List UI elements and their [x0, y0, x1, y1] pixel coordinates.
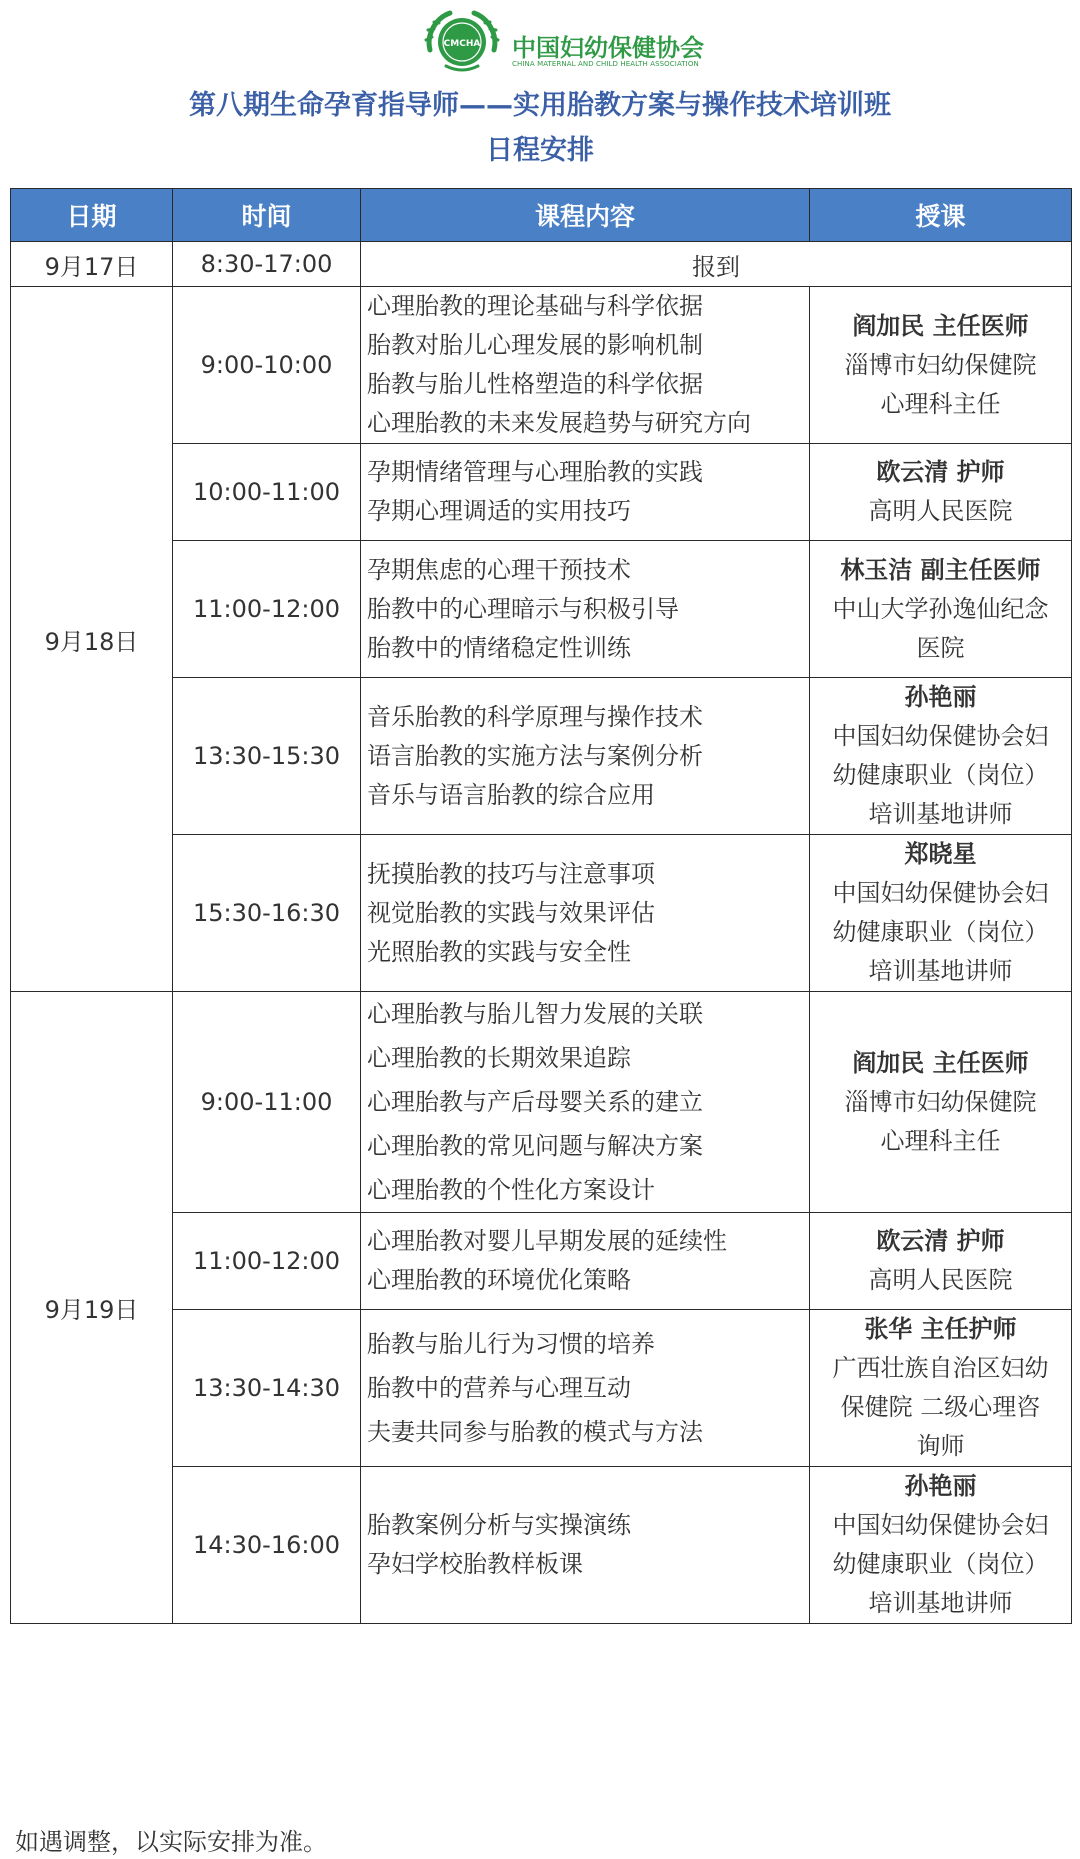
course-item: 孕期心理调适的实用技巧	[367, 497, 631, 525]
logo-english-name: CHINA MATERNAL AND CHILD HEALTH ASSOCIATION	[512, 60, 699, 68]
time-cell: 13:30-14:30	[173, 1310, 361, 1467]
course-item: 音乐与语言胎教的综合应用	[367, 780, 655, 809]
teacher-title: 保健院 二级心理咨	[840, 1393, 1041, 1421]
teacher-title: 培训基地讲师	[868, 800, 1013, 828]
course-item: 语言胎教的实施方法与案例分析	[367, 741, 703, 770]
teacher-title: 中国妇幼保健协会妇	[832, 879, 1049, 907]
teacher-name: 欧云清 护师	[876, 1227, 1005, 1255]
teacher-title: 淄博市妇幼保健院	[844, 1087, 1037, 1116]
course-item: 心理胎教与产后母婴关系的建立	[367, 1088, 703, 1116]
time-cell: 14:30-16:00	[173, 1467, 361, 1624]
content-cell	[361, 1467, 810, 1624]
registration-cell: 报到	[361, 242, 1072, 287]
teacher-cell	[810, 287, 1072, 444]
header-teacher: 授课	[810, 189, 1072, 242]
teacher-title: 幼健康职业（岗位）	[832, 918, 1049, 946]
teacher-name: 阎加民 主任医师	[852, 1048, 1029, 1077]
teacher-title: 医院	[916, 633, 965, 662]
teacher-cell	[810, 678, 1072, 835]
teacher-name: 阎加民 主任医师	[852, 311, 1029, 340]
table-row	[11, 287, 1072, 444]
teacher-cell	[810, 1310, 1072, 1467]
teacher-title: 中山大学孙逸仙纪念	[832, 594, 1049, 623]
course-item: 视觉胎教的实践与效果评估	[367, 898, 655, 927]
footer-note: 如遇调整，以实际安排为准。	[15, 1828, 327, 1856]
date-cell: 9月17日	[11, 242, 173, 287]
teacher-title: 幼健康职业（岗位）	[832, 1550, 1049, 1578]
teacher-title: 询师	[916, 1432, 965, 1460]
course-item: 胎教对胎儿心理发展的影响机制	[367, 331, 703, 359]
table-header-row	[11, 189, 1072, 242]
time-cell: 13:30-15:30	[173, 678, 361, 835]
course-item: 胎教与胎儿行为习惯的培养	[367, 1330, 655, 1358]
content-cell	[361, 541, 810, 678]
page-subtitle: 日程安排	[486, 135, 594, 166]
table-row	[11, 992, 1072, 1213]
teacher-title: 中国妇幼保健协会妇	[832, 1511, 1049, 1539]
content-cell	[361, 1213, 810, 1310]
association-emblem-icon	[420, 8, 504, 78]
time-cell: 9:00-11:00	[173, 992, 361, 1213]
course-item: 胎教中的情绪稳定性训练	[367, 633, 631, 662]
emblem-text: CMCHA	[443, 39, 481, 49]
table-row	[11, 242, 1072, 287]
teacher-title: 心理科主任	[880, 1126, 1001, 1155]
content-cell	[361, 287, 810, 444]
course-item: 胎教案例分析与实操演练	[367, 1511, 631, 1539]
teacher-cell	[810, 1467, 1072, 1624]
time-cell: 9:00-10:00	[173, 287, 361, 444]
association-logo	[420, 8, 720, 78]
teacher-title: 心理科主任	[880, 389, 1001, 418]
teacher-name: 郑晓星	[904, 840, 977, 868]
course-item: 心理胎教与胎儿智力发展的关联	[367, 1000, 703, 1028]
course-item: 夫妻共同参与胎教的模式与方法	[367, 1418, 703, 1446]
date-cell: 9月18日	[11, 287, 173, 992]
time-cell: 8:30-17:00	[173, 242, 361, 287]
course-item: 抚摸胎教的技巧与注意事项	[367, 859, 655, 888]
teacher-title: 培训基地讲师	[868, 1589, 1013, 1617]
teacher-title: 幼健康职业（岗位）	[832, 761, 1049, 789]
time-cell: 15:30-16:30	[173, 835, 361, 992]
teacher-title: 中国妇幼保健协会妇	[832, 722, 1049, 750]
content-cell	[361, 678, 810, 835]
course-item: 心理胎教的理论基础与科学依据	[367, 292, 703, 320]
header-time: 时间	[173, 189, 361, 242]
course-item: 孕期焦虑的心理干预技术	[367, 555, 631, 584]
course-item: 心理胎教的个性化方案设计	[367, 1176, 655, 1204]
header-date: 日期	[11, 189, 173, 242]
time-cell: 10:00-11:00	[173, 444, 361, 541]
course-item: 孕期情绪管理与心理胎教的实践	[367, 458, 703, 486]
teacher-cell	[810, 1213, 1072, 1310]
teacher-cell	[810, 444, 1072, 541]
time-cell: 11:00-12:00	[173, 541, 361, 678]
content-cell	[361, 1310, 810, 1467]
content-cell	[361, 835, 810, 992]
course-item: 心理胎教的常见问题与解决方案	[367, 1132, 703, 1160]
time-cell: 11:00-12:00	[173, 1213, 361, 1310]
page-title: 第八期生命孕育指导师——实用胎教方案与操作技术培训班	[189, 90, 891, 121]
teacher-title: 高明人民医院	[868, 1266, 1013, 1294]
course-item: 孕妇学校胎教样板课	[367, 1550, 583, 1578]
course-item: 音乐胎教的科学原理与操作技术	[367, 702, 703, 731]
teacher-name: 林玉洁 副主任医师	[840, 555, 1041, 584]
teacher-title: 高明人民医院	[868, 497, 1013, 525]
course-item: 心理胎教对婴儿早期发展的延续性	[367, 1227, 727, 1255]
teacher-cell	[810, 992, 1072, 1213]
teacher-name: 欧云清 护师	[876, 458, 1005, 486]
header-content: 课程内容	[361, 189, 810, 242]
date-cell: 9月19日	[11, 992, 173, 1624]
teacher-title: 培训基地讲师	[868, 957, 1013, 985]
teacher-title: 淄博市妇幼保健院	[844, 350, 1037, 379]
schedule-table	[10, 188, 1072, 1624]
course-item: 胎教中的营养与心理互动	[367, 1374, 631, 1402]
course-item: 光照胎教的实践与安全性	[367, 937, 631, 966]
course-item: 心理胎教的未来发展趋势与研究方向	[367, 409, 751, 437]
course-item: 心理胎教的长期效果追踪	[367, 1044, 631, 1072]
course-item: 胎教中的心理暗示与积极引导	[367, 594, 679, 623]
content-cell	[361, 992, 810, 1213]
teacher-name: 孙艳丽	[904, 683, 977, 711]
logo-chinese-name: 中国妇幼保健协会	[512, 34, 704, 62]
content-cell	[361, 444, 810, 541]
teacher-cell	[810, 541, 1072, 678]
teacher-title: 广西壮族自治区妇幼	[832, 1354, 1049, 1382]
course-item: 心理胎教的环境优化策略	[367, 1266, 631, 1294]
teacher-name: 张华 主任护师	[864, 1315, 1017, 1343]
course-item: 胎教与胎儿性格塑造的科学依据	[367, 370, 703, 398]
teacher-name: 孙艳丽	[904, 1472, 977, 1500]
teacher-cell	[810, 835, 1072, 992]
